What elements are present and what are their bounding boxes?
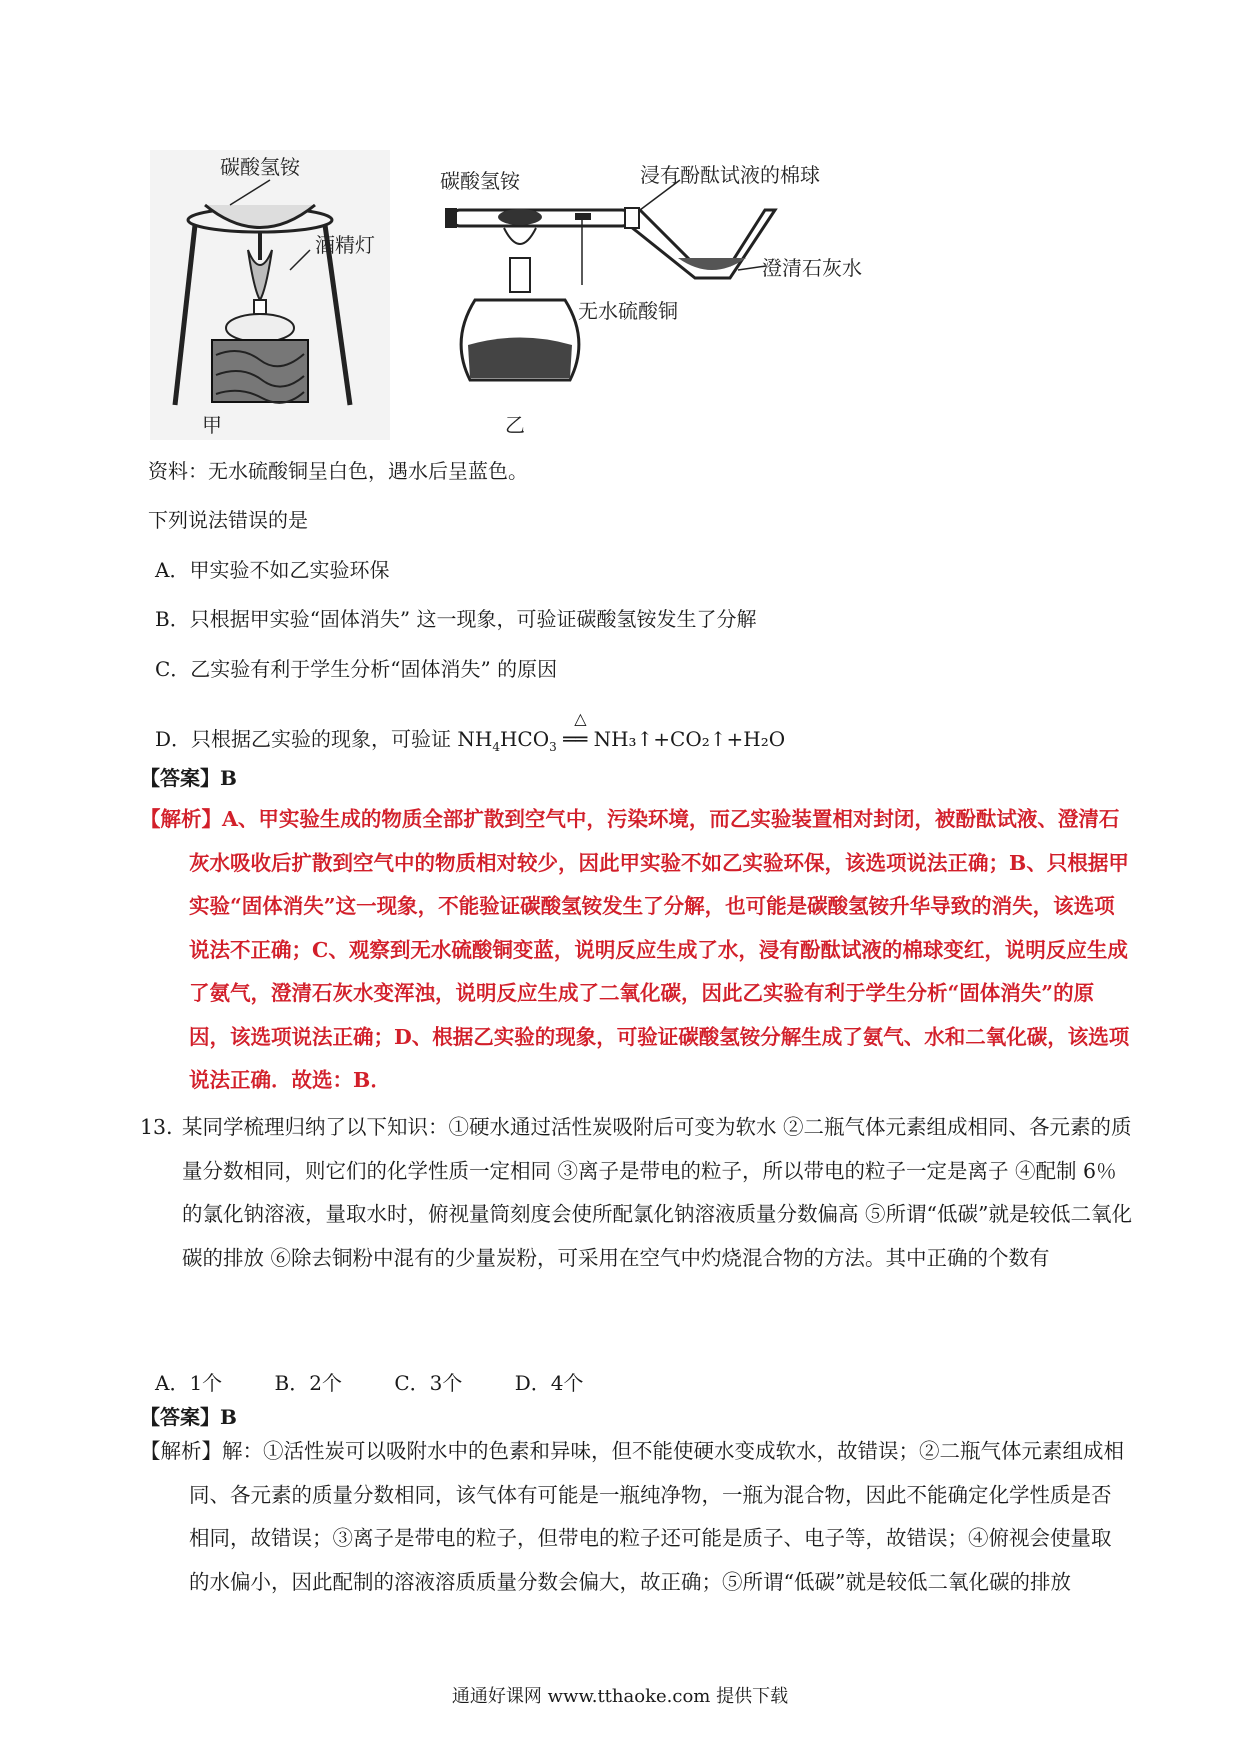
option-d-products: NH₃↑+CO₂↑+H₂O bbox=[593, 727, 786, 751]
answer-q12: 【答案】B bbox=[140, 766, 237, 790]
heat-condition: △ bbox=[574, 709, 587, 728]
yi-label-limewater: 澄清石灰水 bbox=[762, 256, 862, 280]
jia-caption: 甲 bbox=[202, 413, 222, 437]
flame-yi bbox=[504, 228, 536, 244]
option-a: A．甲实验不如乙实验环保 bbox=[155, 558, 390, 582]
explanation-q12 bbox=[140, 798, 1130, 1103]
info-text: 资料：无水硫酸铜呈白色，遇水后呈蓝色。 bbox=[148, 459, 528, 483]
yi-label-top: 碳酸氢铵 bbox=[440, 169, 520, 193]
q13-option-d: D．4个 bbox=[514, 1371, 584, 1395]
reaction-arrow: △ ══ bbox=[563, 726, 587, 752]
answer-q13: 【答案】B bbox=[140, 1405, 237, 1429]
lamp-alcohol bbox=[468, 338, 572, 379]
yi-label-cotton: 浸有酚酞试液的棉球 bbox=[640, 163, 820, 187]
question-number: 13． bbox=[140, 1115, 187, 1139]
lamp-neck bbox=[510, 258, 530, 292]
jia-label-lamp: 酒精灯 bbox=[315, 233, 375, 257]
explanation-q13 bbox=[140, 1430, 1130, 1604]
option-d-reactant: HCO bbox=[499, 727, 550, 751]
explanation-q13-text: 【解析】解：①活性炭可以吸附水中的色素和异味，但不能使硬水变成软水，故错误；②二瓶气体元素组成相同、各元素的质量分数相同，该气体有可能是一瓶纯净物，一瓶为混合物，因此不能确定化学性质是否相同，故错误；③离子是带电的粒子，但带电的粒子还可能是质子、电子等，故错误；④俯视会使量取的水偏小，因此配制的溶液溶质质量分数会偏大，故正确；⑤所谓“低碳”就是较低二氧化碳的排放 bbox=[140, 1439, 1124, 1594]
question-stem: 下列说法错误的是 bbox=[148, 508, 308, 532]
q13-option-a: A．1个 bbox=[155, 1371, 223, 1395]
cuso4-sample bbox=[575, 213, 591, 220]
option-c: C．乙实验有利于学生分析“固体消失” 的原因 bbox=[155, 657, 558, 681]
option-d-text: D．只根据乙实验的现象，可验证 NH bbox=[155, 727, 493, 751]
q13-option-b: B．2个 bbox=[274, 1371, 342, 1395]
page-footer: 通通好课网 www.tthaoke.com 提供下载 bbox=[451, 1686, 789, 1707]
yi-label-cuso4: 无水硫酸铜 bbox=[578, 299, 678, 323]
alcohol-lamp-jia bbox=[226, 314, 294, 342]
option-b: B．只根据甲实验“固体消失” 这一现象，可验证碳酸氢铵发生了分解 bbox=[155, 607, 757, 631]
question-13-stem: 某同学梳理归纳了以下知识：①硬水通过活性炭吸附后可变为软水 ②二瓶气体元素组成相同、各元素的质量分数相同，则它们的化学性质一定相同 ③离子是带电的粒子，所以带电的粒子一定是离子 ④配制 6％的氯化钠溶液，量取水时，俯视量筒刻度会使所配氯化钠溶液质量分数偏高 ⑤所谓“低碳”就是较低二氧化碳的排放 ⑥除去铜粉中混有的少量炭粉，可采用在空气中灼烧混合物的方法。其中正确的个数有 bbox=[182, 1115, 1132, 1270]
experiment-figure bbox=[150, 150, 910, 440]
apparatus-diagram bbox=[150, 150, 910, 440]
lamp-wick bbox=[254, 300, 266, 314]
nh4hco3-sample bbox=[498, 209, 542, 225]
q13-options bbox=[155, 1367, 629, 1396]
option-d: D．只根据乙实验的现象，可验证 $NH_4HCO_3$ △ ══ NH₃↑+CO₂↑+H₂O bbox=[155, 726, 785, 760]
yi-caption: 乙 bbox=[505, 413, 525, 437]
jia-label-top: 碳酸氢铵 bbox=[220, 155, 300, 179]
stopper bbox=[445, 208, 457, 228]
q13-option-c: C．3个 bbox=[394, 1371, 463, 1395]
cotton-ball bbox=[625, 208, 639, 228]
explanation-q12-text: 【解析】A、甲实验生成的物质全部扩散到空气中，污染环境，而乙实验装置相对封闭，被酚酞试液、澄清石灰水吸收后扩散到空气中的物质相对较少，因此甲实验不如乙实验环保，该选项说法正确；B、只根据甲实验“固体消失”这一现象，不能验证碳酸氢铵发生了分解，也可能是碳酸氢铵升华导致的消失，该选项说法不正确；C、观察到无水硫酸铜变蓝，说明反应生成了水，浸有酚酞试液的棉球变红，说明反应生成了氨气，澄清石灰水变浑浊，说明反应生成了二氧化碳，因此乙实验有利于学生分析“固体消失”的原因，该选项说法正确；D、根据乙实验的现象，可验证碳酸氢铵分解生成了氨气、水和二氧化碳，该选项说法正确．故选：B． bbox=[140, 807, 1130, 1092]
